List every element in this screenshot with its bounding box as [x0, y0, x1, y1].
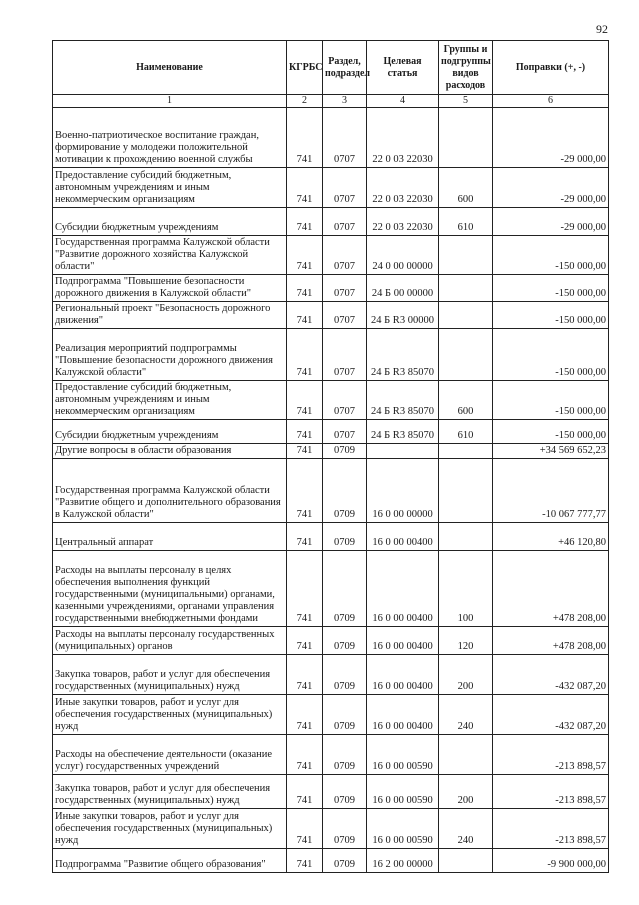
- column-number: 1: [53, 95, 287, 108]
- table-row: [53, 329, 609, 381]
- table-row: [53, 236, 609, 275]
- cell-vid: [439, 849, 493, 873]
- cell-kgrbs: 741: [287, 551, 323, 627]
- cell-razdel: 0709: [323, 809, 367, 849]
- table-row: [53, 523, 609, 551]
- cell-kgrbs: 741: [287, 735, 323, 775]
- cell-statya: 16 0 00 00590: [367, 809, 439, 849]
- cell-vid: 240: [439, 809, 493, 849]
- cell-amount: -150 000,00: [493, 275, 609, 302]
- header-razdel: Раздел, подраздел: [323, 41, 367, 95]
- cell-kgrbs: 741: [287, 655, 323, 695]
- cell-kgrbs: 741: [287, 809, 323, 849]
- table-row: [53, 381, 609, 420]
- cell-kgrbs: 741: [287, 208, 323, 236]
- cell-name: Подпрограмма "Повышение безопасности дорожного движения в Калужской области": [53, 275, 287, 302]
- cell-razdel: 0707: [323, 329, 367, 381]
- cell-vid: 200: [439, 655, 493, 695]
- cell-razdel: 0709: [323, 655, 367, 695]
- cell-vid: [439, 523, 493, 551]
- table-row: [53, 208, 609, 236]
- cell-vid: 600: [439, 381, 493, 420]
- cell-statya: 24 0 00 00000: [367, 236, 439, 275]
- cell-name: Закупка товаров, работ и услуг для обеспечения государственных (муниципальных) нужд: [53, 775, 287, 809]
- cell-vid: 600: [439, 168, 493, 208]
- cell-statya: 16 2 00 00000: [367, 849, 439, 873]
- cell-kgrbs: 741: [287, 381, 323, 420]
- cell-amount: -213 898,57: [493, 735, 609, 775]
- cell-kgrbs: 741: [287, 444, 323, 459]
- cell-vid: [439, 444, 493, 459]
- cell-name: Закупка товаров, работ и услуг для обеспечения государственных (муниципальных) нужд: [53, 655, 287, 695]
- cell-statya: 16 0 00 00400: [367, 551, 439, 627]
- cell-razdel: 0709: [323, 775, 367, 809]
- cell-name: Центральный аппарат: [53, 523, 287, 551]
- table-row: [53, 655, 609, 695]
- cell-vid: [439, 329, 493, 381]
- cell-name: Подпрограмма "Развитие общего образования": [53, 849, 287, 873]
- cell-vid: [439, 108, 493, 168]
- table-row: [53, 627, 609, 655]
- cell-vid: 610: [439, 208, 493, 236]
- header-row: [53, 41, 609, 95]
- cell-kgrbs: 741: [287, 523, 323, 551]
- cell-kgrbs: 741: [287, 775, 323, 809]
- cell-vid: 610: [439, 420, 493, 444]
- table-row: [53, 695, 609, 735]
- column-number: 5: [439, 95, 493, 108]
- cell-statya: 24 Б R3 85070: [367, 420, 439, 444]
- header-vid: Группы и подгруппы видов расходов: [439, 41, 493, 95]
- cell-statya: 24 Б 00 00000: [367, 275, 439, 302]
- table-row: [53, 735, 609, 775]
- header-amount: Поправки (+, -): [493, 41, 609, 95]
- cell-name: Реализация мероприятий подпрограммы "Повышение безопасности дорожного движения Калужской области": [53, 329, 287, 381]
- cell-amount: -150 000,00: [493, 420, 609, 444]
- cell-statya: 24 Б R3 00000: [367, 302, 439, 329]
- header-kgrbs: КГРБС: [287, 41, 323, 95]
- table-row: [53, 302, 609, 329]
- cell-vid: [439, 275, 493, 302]
- cell-razdel: 0709: [323, 627, 367, 655]
- cell-amount: -432 087,20: [493, 655, 609, 695]
- cell-vid: 200: [439, 775, 493, 809]
- budget-amendments-table: [52, 40, 609, 873]
- cell-name: Расходы на обеспечение деятельности (оказание услуг) государственных учреждений: [53, 735, 287, 775]
- cell-amount: -29 000,00: [493, 168, 609, 208]
- cell-kgrbs: 741: [287, 420, 323, 444]
- cell-name: Государственная программа Калужской области "Развитие дорожного хозяйства Калужской области": [53, 236, 287, 275]
- cell-amount: -432 087,20: [493, 695, 609, 735]
- cell-kgrbs: 741: [287, 108, 323, 168]
- cell-statya: 16 0 00 00400: [367, 695, 439, 735]
- cell-amount: -150 000,00: [493, 329, 609, 381]
- cell-razdel: 0707: [323, 302, 367, 329]
- cell-statya: 16 0 00 00590: [367, 735, 439, 775]
- cell-statya: 16 0 00 00400: [367, 627, 439, 655]
- cell-name: Предоставление субсидий бюджетным, автономным учреждениям и иным некоммерческим организациям: [53, 381, 287, 420]
- cell-razdel: 0707: [323, 108, 367, 168]
- cell-statya: 22 0 03 22030: [367, 168, 439, 208]
- cell-kgrbs: 741: [287, 849, 323, 873]
- cell-razdel: 0707: [323, 420, 367, 444]
- cell-name: Субсидии бюджетным учреждениям: [53, 420, 287, 444]
- cell-amount: +46 120,80: [493, 523, 609, 551]
- cell-razdel: 0709: [323, 551, 367, 627]
- column-number: 6: [493, 95, 609, 108]
- table-row: [53, 420, 609, 444]
- cell-amount: -213 898,57: [493, 775, 609, 809]
- cell-name: Иные закупки товаров, работ и услуг для обеспечения государственных (муниципальных) нужд: [53, 695, 287, 735]
- cell-kgrbs: 741: [287, 329, 323, 381]
- cell-name: Военно-патриотическое воспитание граждан, формирование у молодежи положительной мотивации к прохождению военной службы: [53, 108, 287, 168]
- cell-kgrbs: 741: [287, 275, 323, 302]
- cell-razdel: 0707: [323, 381, 367, 420]
- cell-razdel: 0707: [323, 208, 367, 236]
- cell-amount: -10 067 777,77: [493, 459, 609, 523]
- cell-name: Иные закупки товаров, работ и услуг для обеспечения государственных (муниципальных) нужд: [53, 809, 287, 849]
- cell-vid: 240: [439, 695, 493, 735]
- page-number: 92: [596, 22, 608, 36]
- cell-statya: 16 0 00 00590: [367, 775, 439, 809]
- cell-amount: +478 208,00: [493, 551, 609, 627]
- cell-name: Другие вопросы в области образования: [53, 444, 287, 459]
- table-row: [53, 168, 609, 208]
- cell-statya: 22 0 03 22030: [367, 108, 439, 168]
- cell-vid: 120: [439, 627, 493, 655]
- cell-statya: 16 0 00 00400: [367, 523, 439, 551]
- cell-amount: -213 898,57: [493, 809, 609, 849]
- cell-name: Расходы на выплаты персоналу государственных (муниципальных) органов: [53, 627, 287, 655]
- cell-vid: [439, 302, 493, 329]
- cell-razdel: 0709: [323, 849, 367, 873]
- cell-vid: [439, 735, 493, 775]
- cell-amount: +34 569 652,23: [493, 444, 609, 459]
- table-row: [53, 809, 609, 849]
- table-row: [53, 444, 609, 459]
- table-row: [53, 275, 609, 302]
- cell-razdel: 0709: [323, 444, 367, 459]
- cell-amount: -150 000,00: [493, 302, 609, 329]
- cell-kgrbs: 741: [287, 236, 323, 275]
- cell-razdel: 0707: [323, 168, 367, 208]
- cell-kgrbs: 741: [287, 627, 323, 655]
- cell-razdel: 0707: [323, 275, 367, 302]
- cell-razdel: 0709: [323, 695, 367, 735]
- table-row: [53, 551, 609, 627]
- cell-kgrbs: 741: [287, 302, 323, 329]
- cell-kgrbs: 741: [287, 459, 323, 523]
- header-name: Наименование: [53, 41, 287, 95]
- cell-amount: -29 000,00: [493, 108, 609, 168]
- table-row: [53, 849, 609, 873]
- table-row: [53, 459, 609, 523]
- cell-statya: 22 0 03 22030: [367, 208, 439, 236]
- cell-amount: -150 000,00: [493, 381, 609, 420]
- cell-vid: [439, 236, 493, 275]
- cell-razdel: 0709: [323, 735, 367, 775]
- cell-amount: -150 000,00: [493, 236, 609, 275]
- cell-statya: 24 Б R3 85070: [367, 381, 439, 420]
- cell-razdel: 0707: [323, 236, 367, 275]
- column-number: 2: [287, 95, 323, 108]
- cell-kgrbs: 741: [287, 168, 323, 208]
- cell-razdel: 0709: [323, 459, 367, 523]
- cell-statya: 24 Б R3 85070: [367, 329, 439, 381]
- cell-statya: 16 0 00 00000: [367, 459, 439, 523]
- cell-amount: -9 900 000,00: [493, 849, 609, 873]
- cell-razdel: 0709: [323, 523, 367, 551]
- cell-name: Предоставление субсидий бюджетным, автономным учреждениям и иным некоммерческим организациям: [53, 168, 287, 208]
- cell-statya: [367, 444, 439, 459]
- cell-vid: [439, 459, 493, 523]
- column-number-row: [53, 95, 609, 108]
- table-row: [53, 775, 609, 809]
- header-statya: Целевая статья: [367, 41, 439, 95]
- cell-amount: +478 208,00: [493, 627, 609, 655]
- column-number: 4: [367, 95, 439, 108]
- cell-name: Региональный проект "Безопасность дорожного движения": [53, 302, 287, 329]
- cell-statya: 16 0 00 00400: [367, 655, 439, 695]
- cell-name: Субсидии бюджетным учреждениям: [53, 208, 287, 236]
- column-number: 3: [323, 95, 367, 108]
- cell-name: Расходы на выплаты персоналу в целях обеспечения выполнения функций государственными (муниципальными) органами, казенными учреждениями, органами управления государственными внебюджетными фондами: [53, 551, 287, 627]
- cell-kgrbs: 741: [287, 695, 323, 735]
- cell-name: Государственная программа Калужской области "Развитие общего и дополнительного образования в Калужской области": [53, 459, 287, 523]
- cell-amount: -29 000,00: [493, 208, 609, 236]
- cell-vid: 100: [439, 551, 493, 627]
- table-row: [53, 108, 609, 168]
